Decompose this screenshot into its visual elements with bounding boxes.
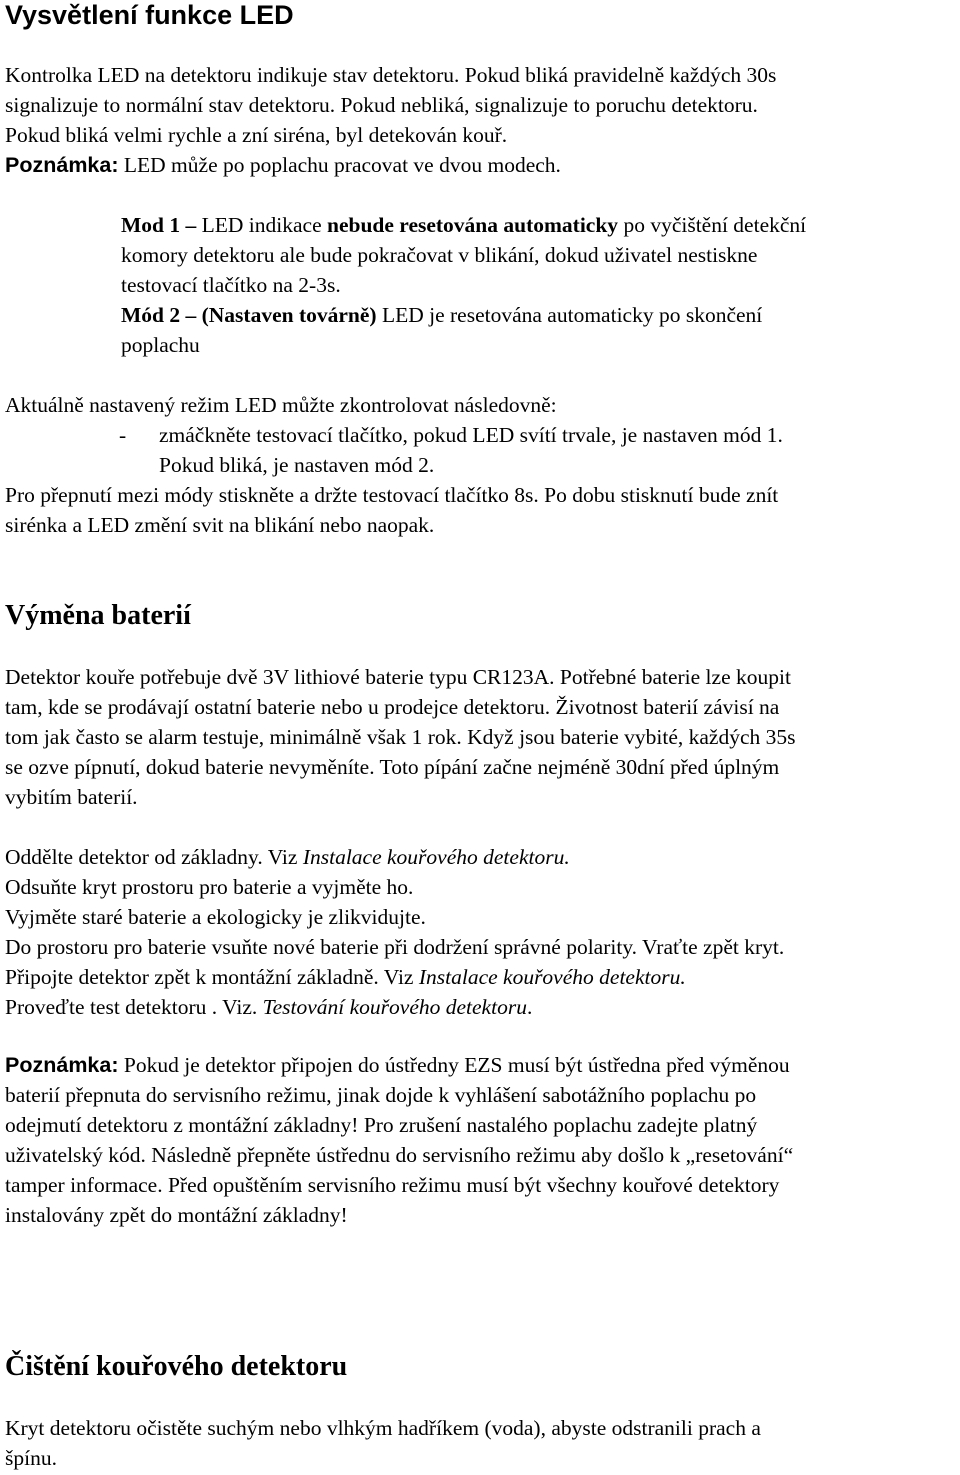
battery-line: tam, kde se prodávají ostatní baterie nebo u prodejce detektoru. Životnost baterií závisí na	[5, 695, 780, 719]
note-line: tamper informace. Před opuštěním servisního režimu musí být všechny kouřové detektory	[5, 1173, 780, 1197]
step-5-reference: Instalace kouřového detektoru.	[418, 965, 686, 989]
step-4: Do prostoru pro baterie vsuňte nové baterie při dodržení správné polarity. Vraťte zpět kryt.	[5, 935, 785, 959]
list-item	[5, 420, 956, 450]
battery-line: Detektor kouře potřebuje dvě 3V lithiové baterie typu CR123A. Potřebné baterie lze koupit	[5, 665, 791, 689]
step-1	[5, 842, 956, 872]
note-line: uživatelský kód. Následně přepněte ústřednu do servisního režimu aby došlo k „resetování“	[5, 1143, 794, 1167]
list-item-text: zmáčkněte testovací tlačítko, pokud LED svítí trvale, je nastaven mód 1.	[159, 423, 783, 447]
mode-2-line: poplachu	[121, 333, 200, 357]
note-line: instalovány zpět do montážní základny!	[5, 1203, 348, 1227]
cleaning-paragraph	[5, 1413, 956, 1473]
note-line: odejmutí detektoru z montážní základny! Pro zrušení nastalého poplachu zadejte platný	[5, 1113, 758, 1137]
mode-1-line: testovací tlačítko na 2-3s.	[121, 273, 341, 297]
step-1-reference: Instalace kouřového detektoru.	[302, 845, 570, 869]
battery-paragraph	[5, 662, 956, 812]
step-3: Vyjměte staré baterie a ekologicky je zlikvidujte.	[5, 905, 426, 929]
step-6-text: Proveďte test detektoru . Viz.	[5, 995, 263, 1019]
step-6	[5, 992, 956, 1022]
battery-line: tom jak často se alarm testuje, minimálně však 1 rok. Když jsou baterie vybité, každých 35s	[5, 725, 796, 749]
switch-line: sirénka a LED změní svit na blikání nebo naopak.	[5, 513, 435, 537]
bullet-dash: -	[119, 423, 127, 447]
mode-2-label: Mód 2 – (Nastaven továrně)	[121, 303, 377, 327]
battery-steps	[5, 842, 956, 1022]
mode-1-label: Mod 1 –	[121, 213, 202, 237]
battery-note	[5, 1050, 956, 1230]
switch-line: Pro přepnutí mezi módy stiskněte a držte testovací tlačítko 8s. Po dobu stisknutí bude znít	[5, 483, 779, 507]
note-text: Pokud je detektor připojen do ústředny EZS musí být ústředna před výměnou	[118, 1053, 790, 1077]
note-text: LED může po poplachu pracovat ve dvou modech.	[118, 153, 561, 177]
section-title-battery: Výměna baterií	[5, 600, 191, 631]
step-5-text: Připojte detektor zpět k montážní základně. Viz	[5, 965, 419, 989]
check-line: Aktuálně nastavený režim LED můžte zkontrolovat následovně:	[5, 393, 557, 417]
step-2: Odsuňte kryt prostoru pro baterie a vyjměte ho.	[5, 875, 414, 899]
cleaning-line: špínu.	[5, 1446, 57, 1470]
section-title-led: Vysvětlení funkce LED	[5, 0, 294, 30]
list-item-continuation: Pokud bliká, je nastaven mód 2.	[159, 453, 435, 477]
mode-1-text: LED indikace	[201, 213, 327, 237]
battery-line: se ozve pípnutí, dokud baterie nevyměníte. Toto pípání začne nejméně 30dní před úplným	[5, 755, 780, 779]
note-label: Poznámka:	[5, 1053, 119, 1077]
led-intro-line: signalizuje to normální stav detektoru. Pokud nebliká, signalizuje to poruchu detektoru.	[5, 93, 758, 117]
mode-1-description	[121, 210, 956, 300]
battery-line: vybitím baterií.	[5, 785, 138, 809]
led-intro-paragraph	[5, 60, 956, 150]
mode-1-emphasis: nebude resetována automaticky	[327, 213, 619, 237]
cleaning-line: Kryt detektoru očistěte suchým nebo vlhkým hadříkem (voda), abyste odstranili prach a	[5, 1416, 761, 1440]
mode-2-text: LED je resetována automaticky po skončení	[376, 303, 763, 327]
step-6-end: .	[526, 995, 533, 1019]
note-line: baterií přepnuta do servisního režimu, jinak dojde k vyhlášení sabotážního poplachu po	[5, 1083, 757, 1107]
step-5	[5, 962, 956, 992]
led-note	[5, 150, 956, 180]
led-check-paragraph	[5, 390, 956, 540]
section-title-cleaning: Čištění kouřového detektoru	[5, 1351, 348, 1382]
step-1-text: Oddělte detektor od základny. Viz	[5, 845, 303, 869]
led-intro-line: Kontrolka LED na detektoru indikuje stav detektoru. Pokud bliká pravidelně každých 30s	[5, 63, 777, 87]
note-label: Poznámka:	[5, 153, 119, 177]
mode-1-text-end: po vyčištění detekční	[618, 213, 807, 237]
step-6-reference: Testování kouřového detektoru	[262, 995, 527, 1019]
led-intro-line: Pokud bliká velmi rychle a zní siréna, byl detekován kouř.	[5, 123, 508, 147]
mode-2-description	[121, 300, 956, 360]
mode-1-line: komory detektoru ale bude pokračovat v blikání, dokud uživatel nestiskne	[121, 243, 758, 267]
